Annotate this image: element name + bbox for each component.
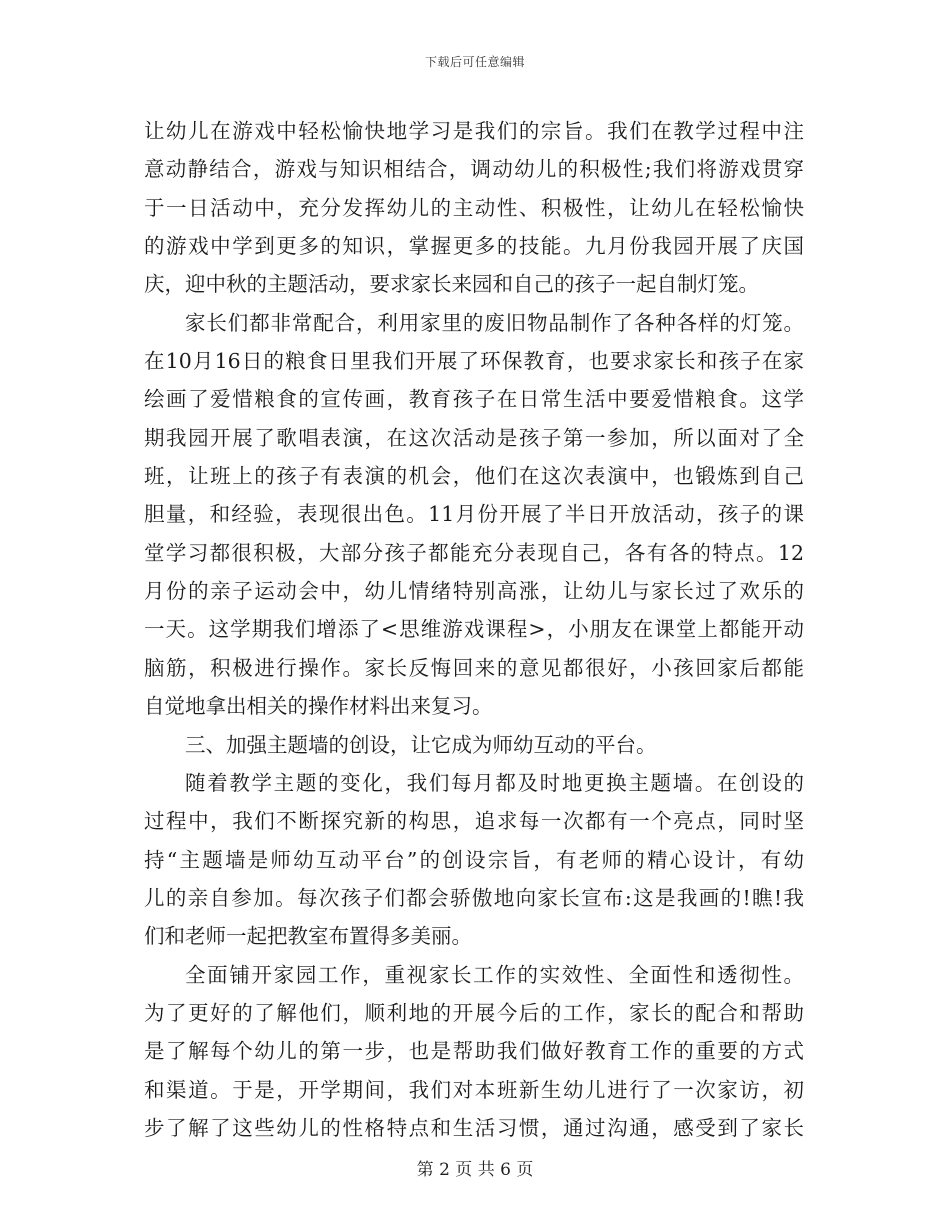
text-line: 脑筋，积极进行操作。家长反悔回来的意见都很好，小孩回家后都能 (144, 655, 804, 680)
text-line: 三、加强主题墙的创设，让它成为师幼互动的平台。 (185, 732, 657, 757)
text-line: 胆量，和经验，表现很出色。11月份开展了半日开放活动，孩子的课 (144, 502, 804, 527)
document-body (144, 112, 804, 1147)
text-line: 们和老师一起把教室布置得多美丽。 (144, 924, 472, 949)
text-line: 在10月16日的粮食日里我们开展了环保教育，也要求家长和孩子在家 (144, 349, 804, 374)
text-line: 是了解每个幼儿的第一步，也是帮助我们做好教育工作的重要的方式 (144, 1039, 804, 1064)
page-header: 下载后可任意编辑 (424, 55, 525, 69)
text-line: 过程中，我们不断探究新的构思，追求每一次都有一个亮点，同时坚 (144, 809, 804, 834)
text-line: 于一日活动中，充分发挥幼儿的主动性、积极性，让幼儿在轻松愉快 (144, 195, 804, 220)
text-line: 步了解了这些幼儿的性格特点和生活习惯，通过沟通，感受到了家长 (144, 1115, 804, 1140)
text-line: 的游戏中学到更多的知识，掌握更多的技能。九月份我园开展了庆国 (144, 234, 804, 259)
text-line: 随着教学主题的变化，我们每月都及时地更换主题墙。在创设的 (185, 770, 804, 795)
text-line: 家长们都非常配合，利用家里的废旧物品制作了各种各样的灯笼。 (185, 310, 804, 335)
text-line: 班，让班上的孩子有表演的机会，他们在这次表演中，也锻炼到自己 (144, 464, 804, 489)
text-line: 让幼儿在游戏中轻松愉快地学习是我们的宗旨。我们在教学过程中注 (144, 119, 804, 143)
text-line: 月份的亲子运动会中，幼儿情绪特别高涨，让幼儿与家长过了欢乐的 (144, 579, 804, 604)
text-line: 自觉地拿出相关的操作材料出来复习。 (144, 694, 493, 719)
text-line: 持“主题墙是师幼互动平台”的创设宗旨，有老师的精心设计，有幼 (144, 847, 804, 872)
text-line: 堂学习都很积极，大部分孩子都能充分表现自己，各有各的特点。12 (144, 540, 804, 565)
text-line: 庆，迎中秋的主题活动，要求家长来园和自己的孩子一起自制灯笼。 (144, 272, 759, 297)
text-line: 意动静结合，游戏与知识相结合，调动幼儿的积极性;我们将游戏贯穿 (144, 157, 804, 182)
text-line: 为了更好的了解他们，顺利地的开展今后的工作，家长的配合和帮助 (144, 1000, 804, 1025)
text-line: 全面铺开家园工作，重视家长工作的实效性、全面性和透彻性。 (185, 962, 804, 987)
text-line: 期我园开展了歌唱表演，在这次活动是孩子第一参加，所以面对了全 (144, 425, 804, 450)
text-line: 和渠道。于是，开学期间，我们对本班新生幼儿进行了一次家访，初 (144, 1077, 804, 1102)
text-line: 绘画了爱惜粮食的宣传画，教育孩子在日常生活中要爱惜粮食。这学 (144, 387, 804, 412)
text-line: 一天。这学期我们增添了<思维游戏课程>，小朋友在课堂上都能开动 (144, 617, 804, 642)
text-line: 儿的亲自参加。每次孩子们都会骄傲地向家长宣布:这是我画的!瞧!我 (144, 885, 804, 910)
page-footer: 第 2 页 共 6 页 (416, 1160, 534, 1180)
